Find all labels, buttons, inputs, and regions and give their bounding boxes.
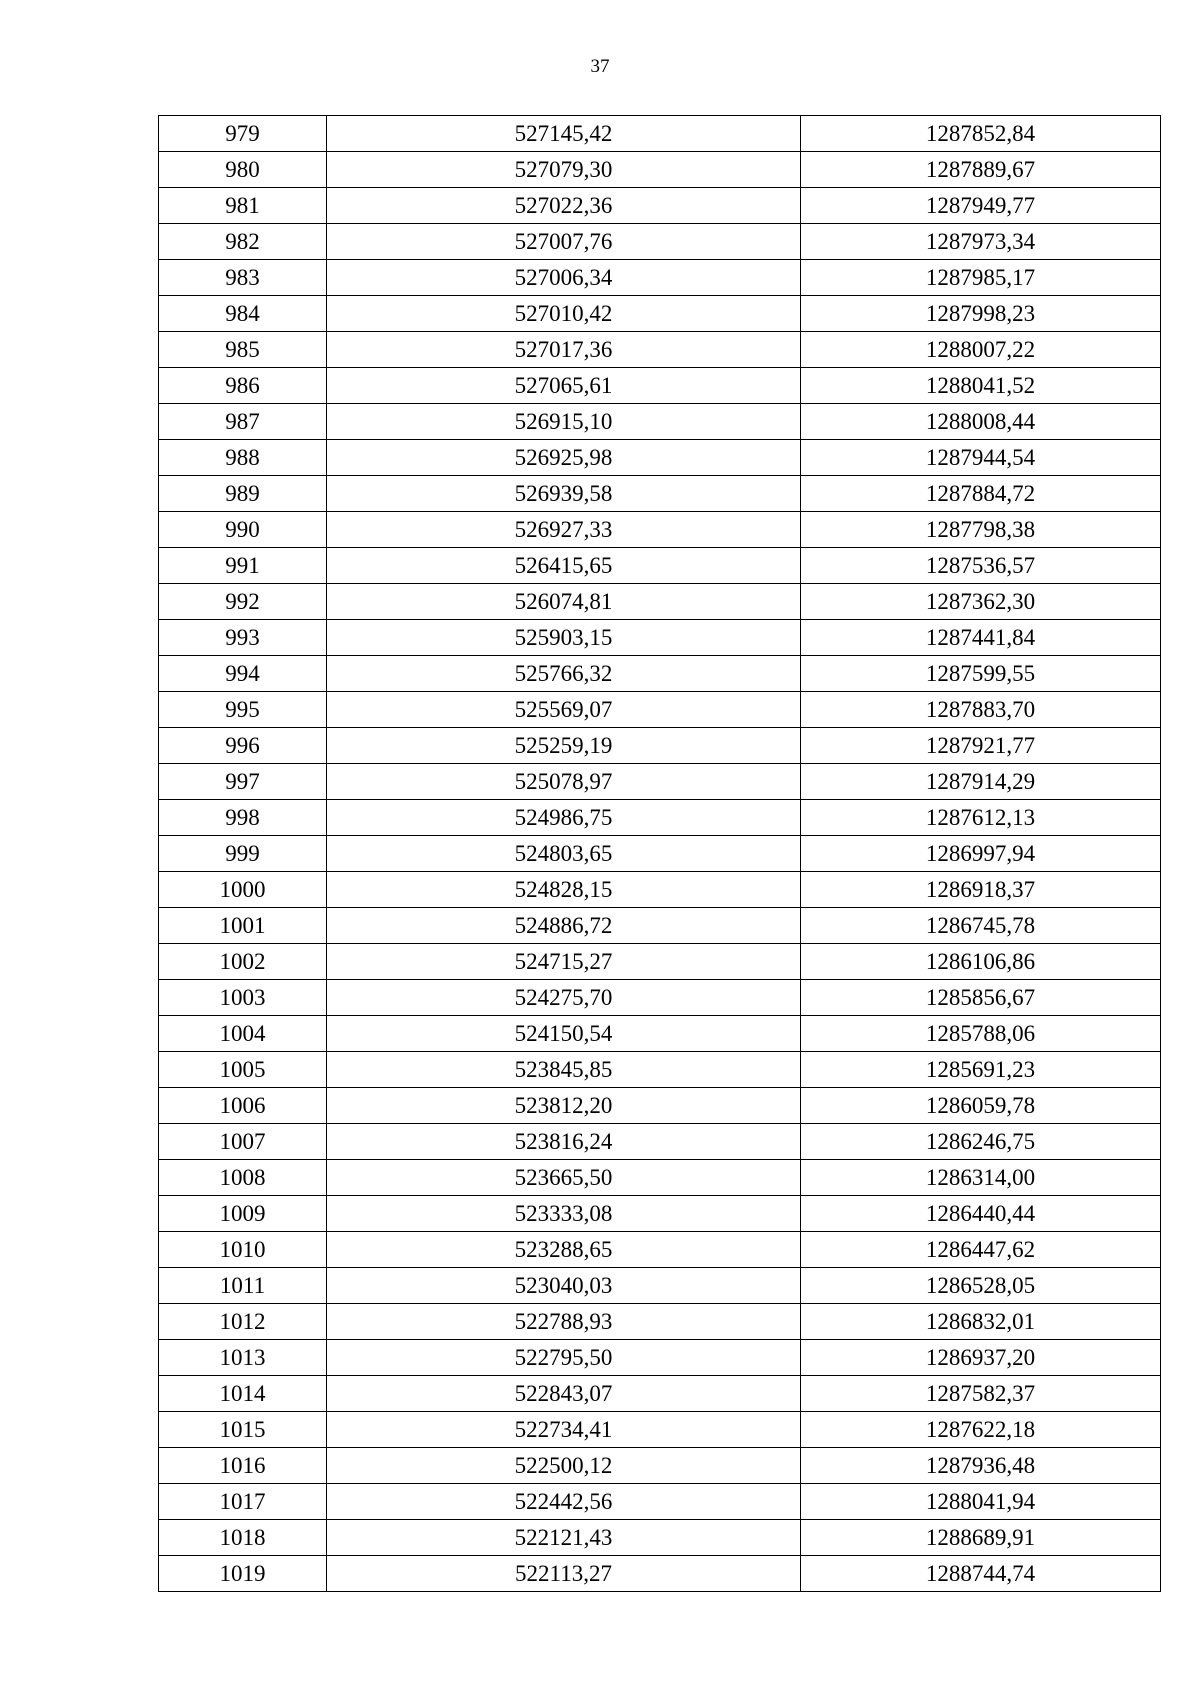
point-number-cell: 1004 [159,1016,327,1052]
x-coordinate-cell: 525903,15 [327,620,801,656]
y-coordinate-cell: 1286440,44 [801,1196,1161,1232]
point-number-cell: 1016 [159,1448,327,1484]
x-coordinate-cell: 523665,50 [327,1160,801,1196]
x-coordinate-cell: 522795,50 [327,1340,801,1376]
table-row [159,476,1161,512]
table-row [159,260,1161,296]
table-row [159,1340,1161,1376]
y-coordinate-cell: 1287914,29 [801,764,1161,800]
y-coordinate-cell: 1286997,94 [801,836,1161,872]
x-coordinate-cell: 527065,61 [327,368,801,404]
y-coordinate-cell: 1287441,84 [801,620,1161,656]
x-coordinate-cell: 524803,65 [327,836,801,872]
x-coordinate-cell: 527145,42 [327,116,801,152]
point-number-cell: 979 [159,116,327,152]
table-row [159,296,1161,332]
x-coordinate-cell: 526074,81 [327,584,801,620]
table-row [159,440,1161,476]
x-coordinate-cell: 522442,56 [327,1484,801,1520]
y-coordinate-cell: 1288744,74 [801,1556,1161,1592]
table-row [159,1556,1161,1592]
table-row [159,152,1161,188]
point-number-cell: 988 [159,440,327,476]
point-number-cell: 980 [159,152,327,188]
table-row [159,1052,1161,1088]
x-coordinate-cell: 527022,36 [327,188,801,224]
y-coordinate-cell: 1286918,37 [801,872,1161,908]
point-number-cell: 1003 [159,980,327,1016]
table-row [159,584,1161,620]
x-coordinate-cell: 527006,34 [327,260,801,296]
x-coordinate-cell: 523040,03 [327,1268,801,1304]
y-coordinate-cell: 1285691,23 [801,1052,1161,1088]
y-coordinate-cell: 1286832,01 [801,1304,1161,1340]
y-coordinate-cell: 1287973,34 [801,224,1161,260]
y-coordinate-cell: 1288008,44 [801,404,1161,440]
x-coordinate-cell: 522843,07 [327,1376,801,1412]
table-row [159,800,1161,836]
y-coordinate-cell: 1287883,70 [801,692,1161,728]
y-coordinate-cell: 1286059,78 [801,1088,1161,1124]
y-coordinate-cell: 1288041,94 [801,1484,1161,1520]
x-coordinate-cell: 526915,10 [327,404,801,440]
x-coordinate-cell: 523816,24 [327,1124,801,1160]
y-coordinate-cell: 1286447,62 [801,1232,1161,1268]
y-coordinate-cell: 1287362,30 [801,584,1161,620]
point-number-cell: 1011 [159,1268,327,1304]
table-row [159,332,1161,368]
y-coordinate-cell: 1287536,57 [801,548,1161,584]
table-row [159,728,1161,764]
point-number-cell: 987 [159,404,327,440]
x-coordinate-cell: 524828,15 [327,872,801,908]
point-number-cell: 983 [159,260,327,296]
point-number-cell: 982 [159,224,327,260]
table-row [159,1016,1161,1052]
table-row [159,188,1161,224]
y-coordinate-cell: 1285788,06 [801,1016,1161,1052]
y-coordinate-cell: 1287936,48 [801,1448,1161,1484]
x-coordinate-cell: 522734,41 [327,1412,801,1448]
x-coordinate-cell: 525766,32 [327,656,801,692]
point-number-cell: 989 [159,476,327,512]
y-coordinate-cell: 1287921,77 [801,728,1161,764]
y-coordinate-cell: 1287998,23 [801,296,1161,332]
point-number-cell: 1005 [159,1052,327,1088]
x-coordinate-cell: 525078,97 [327,764,801,800]
y-coordinate-cell: 1286246,75 [801,1124,1161,1160]
x-coordinate-cell: 522788,93 [327,1304,801,1340]
table-row [159,836,1161,872]
y-coordinate-cell: 1286528,05 [801,1268,1161,1304]
table-row [159,548,1161,584]
point-number-cell: 1000 [159,872,327,908]
point-number-cell: 1019 [159,1556,327,1592]
y-coordinate-cell: 1288007,22 [801,332,1161,368]
y-coordinate-cell: 1287889,67 [801,152,1161,188]
point-number-cell: 1001 [159,908,327,944]
table-row [159,656,1161,692]
table-row [159,116,1161,152]
point-number-cell: 1006 [159,1088,327,1124]
table-row [159,620,1161,656]
point-number-cell: 992 [159,584,327,620]
y-coordinate-cell: 1288689,91 [801,1520,1161,1556]
point-number-cell: 991 [159,548,327,584]
point-number-cell: 990 [159,512,327,548]
x-coordinate-cell: 525259,19 [327,728,801,764]
point-number-cell: 984 [159,296,327,332]
x-coordinate-cell: 522500,12 [327,1448,801,1484]
table-row [159,872,1161,908]
x-coordinate-cell: 527017,36 [327,332,801,368]
table-row [159,512,1161,548]
point-number-cell: 994 [159,656,327,692]
point-number-cell: 986 [159,368,327,404]
y-coordinate-cell: 1286314,00 [801,1160,1161,1196]
x-coordinate-cell: 526927,33 [327,512,801,548]
point-number-cell: 1017 [159,1484,327,1520]
y-coordinate-cell: 1287852,84 [801,116,1161,152]
point-number-cell: 998 [159,800,327,836]
point-number-cell: 997 [159,764,327,800]
x-coordinate-cell: 526925,98 [327,440,801,476]
point-number-cell: 999 [159,836,327,872]
table-row [159,764,1161,800]
point-number-cell: 1014 [159,1376,327,1412]
x-coordinate-cell: 523333,08 [327,1196,801,1232]
point-number-cell: 1010 [159,1232,327,1268]
x-coordinate-cell: 524150,54 [327,1016,801,1052]
x-coordinate-cell: 527079,30 [327,152,801,188]
y-coordinate-cell: 1287798,38 [801,512,1161,548]
page-number: 37 [590,56,610,77]
point-number-cell: 995 [159,692,327,728]
y-coordinate-cell: 1287949,77 [801,188,1161,224]
coordinates-table [158,115,1161,1592]
table-row [159,1376,1161,1412]
table-row [159,1484,1161,1520]
y-coordinate-cell: 1288041,52 [801,368,1161,404]
y-coordinate-cell: 1286937,20 [801,1340,1161,1376]
table-row [159,1160,1161,1196]
point-number-cell: 985 [159,332,327,368]
table-row [159,944,1161,980]
x-coordinate-cell: 523288,65 [327,1232,801,1268]
x-coordinate-cell: 522121,43 [327,1520,801,1556]
table-row [159,368,1161,404]
table-row [159,404,1161,440]
point-number-cell: 981 [159,188,327,224]
point-number-cell: 996 [159,728,327,764]
coordinates-table-body [159,116,1161,1592]
table-row [159,1088,1161,1124]
x-coordinate-cell: 524275,70 [327,980,801,1016]
table-row [159,1412,1161,1448]
point-number-cell: 1015 [159,1412,327,1448]
x-coordinate-cell: 522113,27 [327,1556,801,1592]
point-number-cell: 993 [159,620,327,656]
y-coordinate-cell: 1287582,37 [801,1376,1161,1412]
y-coordinate-cell: 1286106,86 [801,944,1161,980]
x-coordinate-cell: 524986,75 [327,800,801,836]
y-coordinate-cell: 1287599,55 [801,656,1161,692]
point-number-cell: 1013 [159,1340,327,1376]
x-coordinate-cell: 525569,07 [327,692,801,728]
y-coordinate-cell: 1286745,78 [801,908,1161,944]
table-row [159,224,1161,260]
y-coordinate-cell: 1287622,18 [801,1412,1161,1448]
x-coordinate-cell: 526415,65 [327,548,801,584]
table-row [159,1520,1161,1556]
y-coordinate-cell: 1287985,17 [801,260,1161,296]
point-number-cell: 1018 [159,1520,327,1556]
x-coordinate-cell: 523812,20 [327,1088,801,1124]
table-row [159,1304,1161,1340]
table-row [159,1196,1161,1232]
table-row [159,980,1161,1016]
x-coordinate-cell: 524886,72 [327,908,801,944]
point-number-cell: 1008 [159,1160,327,1196]
x-coordinate-cell: 524715,27 [327,944,801,980]
table-row [159,908,1161,944]
x-coordinate-cell: 527007,76 [327,224,801,260]
y-coordinate-cell: 1287612,13 [801,800,1161,836]
y-coordinate-cell: 1287944,54 [801,440,1161,476]
y-coordinate-cell: 1287884,72 [801,476,1161,512]
x-coordinate-cell: 523845,85 [327,1052,801,1088]
table-row [159,1268,1161,1304]
point-number-cell: 1012 [159,1304,327,1340]
y-coordinate-cell: 1285856,67 [801,980,1161,1016]
table-row [159,692,1161,728]
point-number-cell: 1007 [159,1124,327,1160]
table-row [159,1448,1161,1484]
x-coordinate-cell: 527010,42 [327,296,801,332]
x-coordinate-cell: 526939,58 [327,476,801,512]
point-number-cell: 1002 [159,944,327,980]
point-number-cell: 1009 [159,1196,327,1232]
table-row [159,1124,1161,1160]
table-row [159,1232,1161,1268]
